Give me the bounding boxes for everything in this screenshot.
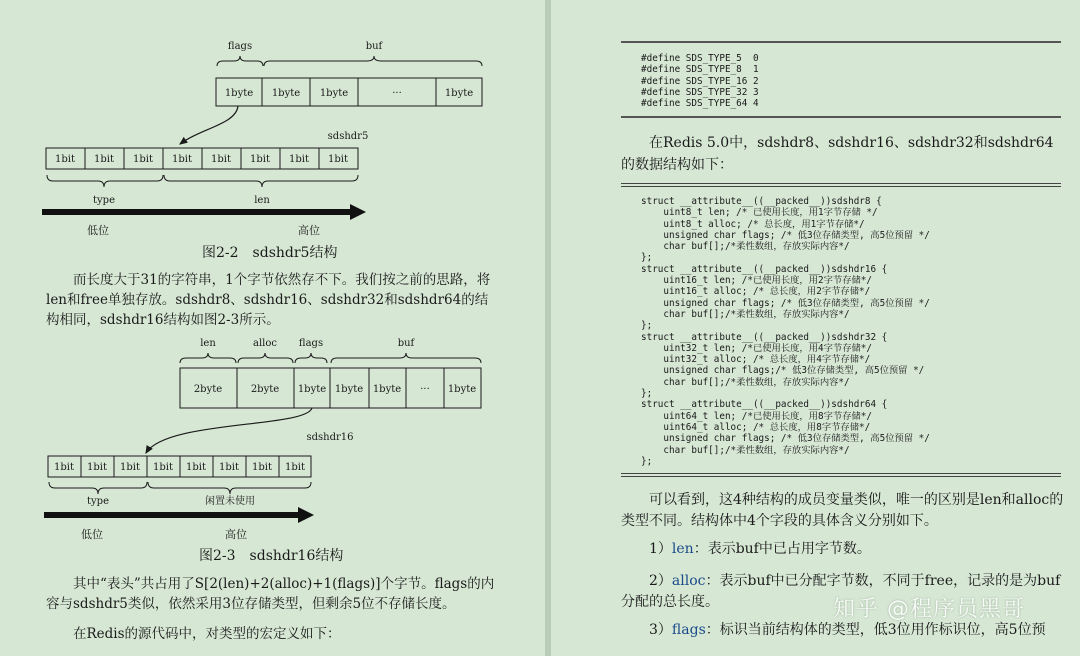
- list-item-text: ：表示buf中已分配字节数，不同于free，记录的是为buf分配的总长度。: [621, 573, 1061, 610]
- fig2-alloc-label: alloc: [253, 338, 277, 349]
- field-name-alloc: alloc: [671, 573, 706, 589]
- fig2-buf-label: buf: [397, 338, 415, 349]
- code1-top-rule: [621, 41, 1061, 43]
- fig1-buf-label: buf: [365, 41, 383, 52]
- fig2-top-cell: 1byte: [372, 384, 402, 395]
- fig1-bit-cell: 1bit: [94, 154, 114, 165]
- fig1-top-cell: ···: [392, 88, 402, 99]
- code2-bottom-rule: [621, 473, 1061, 477]
- list-item-flags: [649, 620, 1069, 640]
- list-item-text: ：表示buf中已占用字节数。: [693, 541, 871, 557]
- fig2-bit-cell: 1bit: [186, 462, 206, 473]
- fig1-high-label: 高位: [298, 224, 320, 237]
- fig2-bit-cell: 1bit: [54, 462, 74, 473]
- fig2-top-cell: 2byte: [250, 384, 280, 395]
- fig1-flags-label: flags: [227, 41, 253, 52]
- fig2-type-label: type: [87, 496, 109, 507]
- fig1-struct-label: sdshdr5: [327, 131, 369, 142]
- fig1-len-label: len: [254, 195, 270, 206]
- fig2-alloc-brace: [238, 353, 293, 363]
- fig2-arrow: [146, 408, 312, 453]
- right-page: [551, 0, 1080, 656]
- fig2-caption: 图2-3 sdshdr16结构: [199, 548, 344, 564]
- fig1-arrow: [180, 106, 238, 144]
- fig1-top-cell: 1byte: [224, 88, 254, 99]
- fig1-direction-arrow: [42, 204, 366, 220]
- fig1-low-label: 低位: [87, 224, 109, 237]
- fig1-bit-cell: 1bit: [133, 154, 153, 165]
- left-para-3: 在Redis的源代码中，对类型的宏定义如下：: [73, 626, 341, 642]
- code-block-type-defines: #define SDS_TYPE_5 0 #define SDS_TYPE_8 1 #define SDS_TYPE_16 2 #define SDS_TYPE_32 3 #define SDS_TYPE_64 4: [641, 53, 759, 110]
- fig2-bit-cell: 1bit: [120, 462, 140, 473]
- fig1-caption: 图2-2 sdshdr5结构: [202, 245, 338, 261]
- fig1-top-cell: 1byte: [444, 88, 474, 99]
- sdshdr5-diagram: [0, 30, 545, 268]
- fig1-top-row: [216, 78, 482, 106]
- fig2-low-label: 低位: [81, 528, 103, 541]
- field-name-flags: flags: [671, 622, 706, 638]
- fig2-bit-cell: 1bit: [153, 462, 173, 473]
- fig2-type-brace: [49, 482, 147, 494]
- fig1-bit-row: [46, 148, 358, 169]
- fig1-bit-cell: 1bit: [250, 154, 270, 165]
- code1-bottom-rule: [621, 116, 1061, 118]
- fig2-unused-label: 闲置未使用: [205, 496, 255, 507]
- code-block-struct-defs: struct __attribute__((__packed__))sdshdr8 { uint8_t len; /* 已使用长度，用1字节存储 */ uint8_t alloc; /* 总长度，用1字节存储*/ unsigned char flags; /* 低3位存储类型, 高5位预留 */ char buf[];/*柔性数组，存放实际内容*/ }; struct __attribute__((__packed__))sdshdr16 { uint16_t len; /*已使用长度，用2字节存储*/ uint16_t alloc; /* 总长度，用2字节存储*/ unsigned char flags; /* 低3位存储类型, 高5位预留 */ char buf[];/*柔性数组，存放实际内容*/ }; struct __attribute__((__packed__))sdshdr32 { uint32_t len; /*已使用长度，用4字节存储*/ uint32_t alloc; /* 总长度，用4字节存储*/ unsigned char flags;/* 低3位存储类型, 高5位预留 */ char buf[];/*柔性数组，存放实际内容*/ }; struct __attribute__((__packed__))sdshdr64 { uint64_t len; /*已使用长度，用8字节存储*/ uint64_t alloc; /* 总长度，用8字节存储*/ unsigned char flags; /* 低3位存储类型, 高5位预留 */ char buf[];/*柔性数组，存放实际内容*/ };: [641, 196, 930, 467]
- fig1-buf-brace: [264, 56, 482, 66]
- fig2-bit-cell: 1bit: [285, 462, 305, 473]
- left-para-2: 其中“表头”共占用了S[2(len)+2(alloc)+1(flags)]个字节。flags的内容与sdshdr5类似，依然采用3位存储类型，但剩余5位不存储长度。: [46, 576, 495, 612]
- fig1-bit-cell: 1bit: [55, 154, 75, 165]
- fig1-top-cell: 1byte: [319, 88, 349, 99]
- code2-top-rule: [621, 183, 1061, 187]
- fig2-struct-label: sdshdr16: [306, 432, 354, 443]
- fig2-flags-brace: [295, 353, 327, 363]
- fig1-len-brace: [164, 175, 358, 187]
- fig1-bit-cell: 1bit: [211, 154, 231, 165]
- fig2-flags-label: flags: [298, 338, 324, 349]
- source-watermark: 知乎 @程序员黑哥: [833, 597, 1025, 622]
- fig2-bit-row: [48, 456, 311, 477]
- fig1-bit-cell: 1bit: [289, 154, 309, 165]
- fig1-flags-brace: [217, 56, 263, 66]
- fig2-top-cell: ···: [420, 384, 430, 395]
- fig2-bit-cell: 1bit: [219, 462, 239, 473]
- fig1-type-label: type: [93, 195, 115, 206]
- fig2-bit-cell: 1bit: [252, 462, 272, 473]
- fig2-len-label: len: [200, 338, 216, 349]
- fig2-len-brace: [180, 353, 236, 363]
- fig2-top-cell: 1byte: [447, 384, 477, 395]
- fig1-bit-cell: 1bit: [328, 154, 348, 165]
- fig2-top-cell: 1byte: [297, 384, 327, 395]
- fig1-bit-cell: 1bit: [172, 154, 192, 165]
- fig2-top-cell: 1byte: [334, 384, 364, 395]
- list-item-len: [649, 539, 1069, 559]
- sdshdr16-diagram: [0, 330, 545, 544]
- field-name-len: len: [671, 541, 694, 557]
- list-item-text: ：标识当前结构体的类型，低3位用作标识位，高5位预: [705, 622, 1046, 638]
- right-para-1: 在Redis 5.0中，sdshdr8、sdshdr16、sdshdr32和sdshdr64的数据结构如下：: [621, 135, 1054, 173]
- fig2-unused-brace: [148, 482, 311, 494]
- left-para-1: 而长度大于31的字符串，1个字节依然存不下。我们按之前的思路，将len和free单独存放。sdshdr8、sdshdr16、sdshdr32和sdshdr64的结构相同，sdshdr16结构如图2-3所示。: [46, 272, 491, 328]
- fig2-bit-cell: 1bit: [87, 462, 107, 473]
- fig2-top-cell: 2byte: [193, 384, 223, 395]
- fig2-buf-brace: [331, 353, 481, 363]
- list-item-number: 3）: [649, 622, 672, 638]
- list-item-number: 1）: [649, 541, 672, 557]
- fig1-type-brace: [47, 175, 163, 187]
- fig2-high-label: 高位: [225, 528, 247, 541]
- right-para-2: 可以看到，这4种结构的成员变量类似，唯一的区别是len和alloc的类型不同。结构体中4个字段的具体含义分别如下。: [621, 492, 1064, 529]
- fig2-direction-arrow: [44, 507, 314, 523]
- fig2-top-row: [180, 368, 481, 408]
- fig1-top-cell: 1byte: [271, 88, 301, 99]
- list-item-number: 2）: [649, 573, 672, 589]
